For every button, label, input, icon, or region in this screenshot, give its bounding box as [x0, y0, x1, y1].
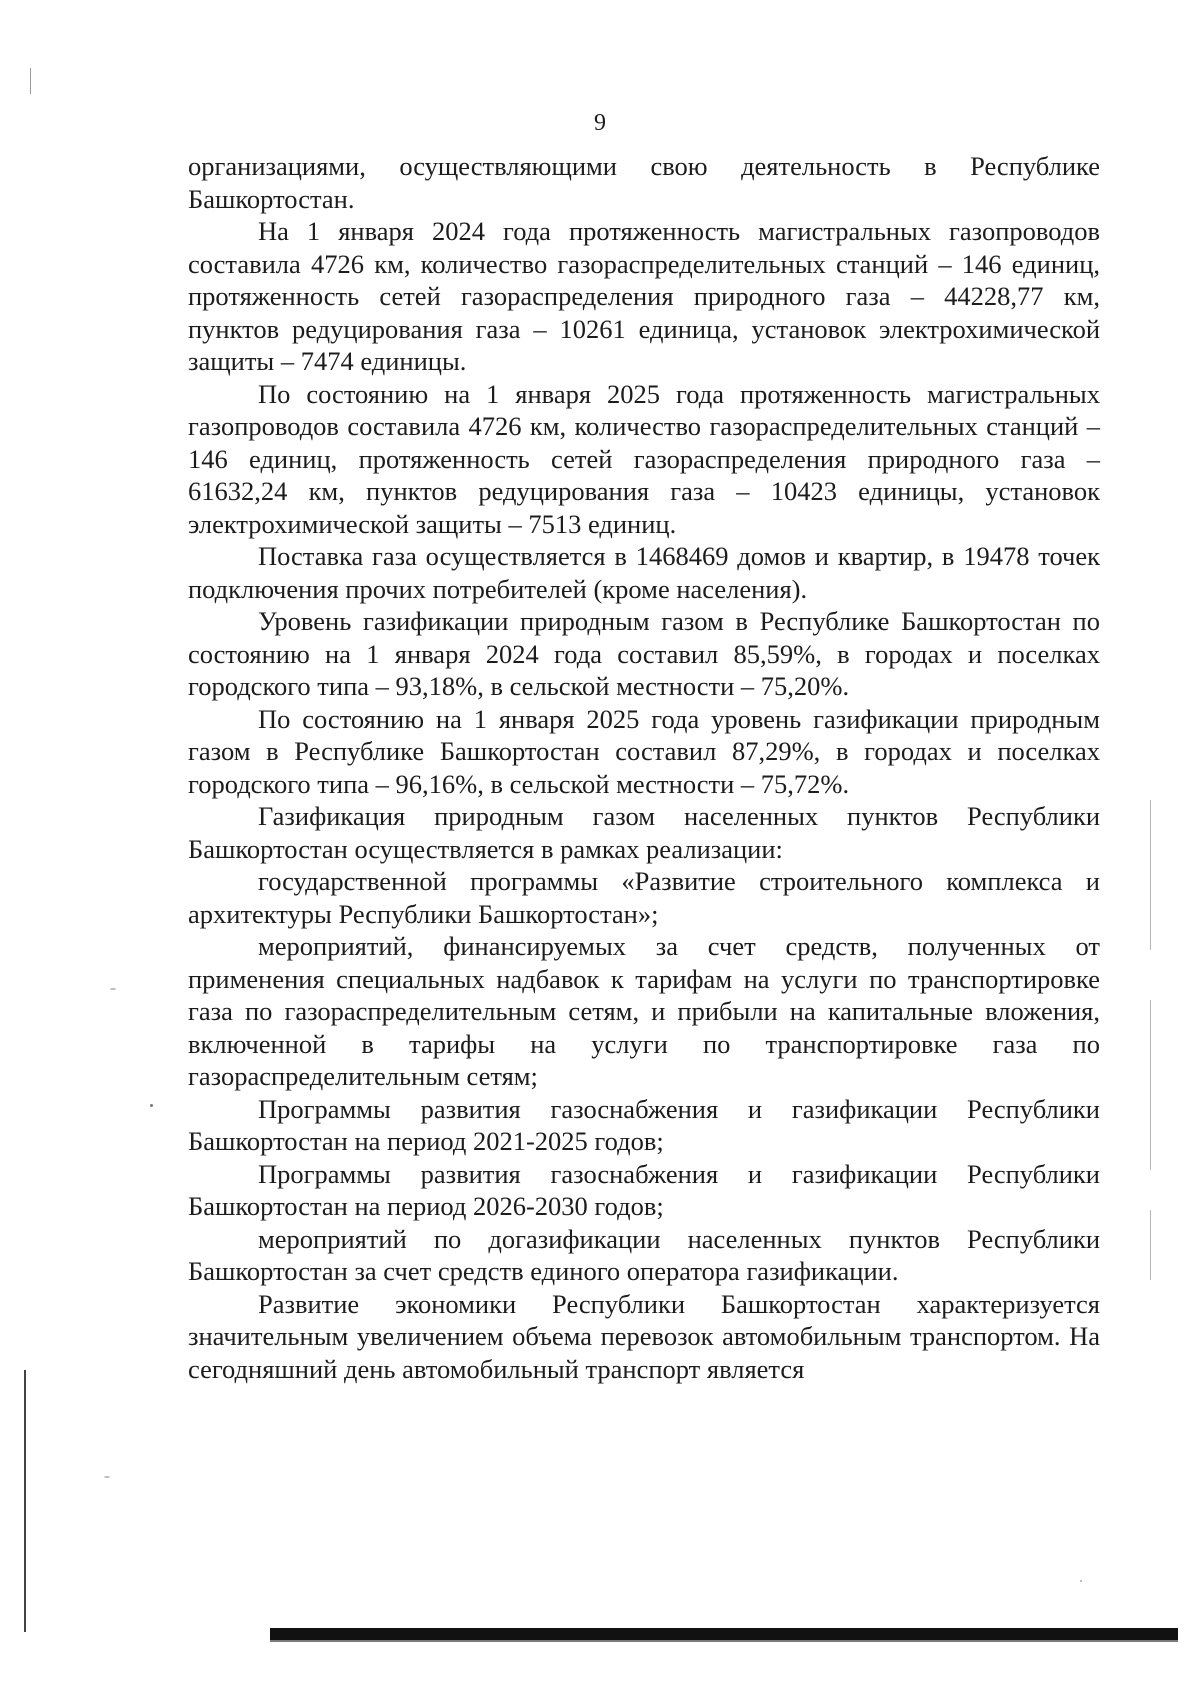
page-number: 9: [594, 110, 606, 136]
paragraph: Развитие экономики Республики Башкортостан характеризуется значительным увеличением объема перевозок автомобильным транспортом. На сегодняшний день автомобильный транспорт является: [188, 1288, 1100, 1384]
scan-edge-line: [1150, 1210, 1151, 1280]
scan-speck: [104, 1476, 110, 1478]
list-item: Программы развития газоснабжения и газификации Республики Башкортостан на период 2021-2025 годов;: [188, 1093, 1100, 1156]
scan-edge-line: [1150, 1000, 1151, 1170]
list-item: мероприятий, финансируемых за счет средств, полученных от применения специальных надбавок к тарифам на услуги по транспортировке газа по газораспределительным сетям, и прибыли на капитальные вложения, включенной в тарифы на услуги по транспортировке газа по газораспределительным сетям;: [188, 931, 1100, 1091]
paragraph: По состоянию на 1 января 2025 года уровень газификации природным газом в Республике Башкортостан составил 87,29%, в городах и поселках городского типа – 96,16%, в сельской местности – 75,72%.: [188, 703, 1100, 799]
paragraph: организациями, осуществляющими свою деятельность в Республике Башкортостан.: [188, 151, 1100, 214]
paragraph: На 1 января 2024 года протяженность магистральных газопроводов составила 4726 км, количество газораспределительных станций – 146 единиц, протяженность сетей газораспределения природного газа – 44228,77 км, пунктов редуцирования газа – 10261 единица, установок электрохимической защиты – 7474 единицы.: [188, 216, 1100, 376]
scan-edge-line: [1150, 800, 1151, 950]
scan-speck: [1080, 1580, 1082, 1582]
scan-speck: [110, 988, 116, 990]
scan-edge-line: [24, 1370, 26, 1632]
paragraph: По состоянию на 1 января 2025 года протяженность магистральных газопроводов составила 4726 км, количество газораспределительных станций – 146 единиц, протяженность сетей газораспределения природного газа – 61632,24 км, пунктов редуцирования газа – 10423 единицы, установок электрохимической защиты – 7513 единиц.: [188, 378, 1100, 539]
paragraph: Поставка газа осуществляется в 1468469 домов и квартир, в 19478 точек подключения прочих потребителей (кроме населения).: [188, 541, 1100, 604]
scan-mark: [30, 68, 31, 94]
list-item: мероприятий по догазификации населенных пунктов Республики Башкортостан за счет средств единого оператора газификации.: [188, 1223, 1100, 1286]
list-item: Программы развития газоснабжения и газификации Республики Башкортостан на период 2026-2030 годов;: [188, 1158, 1100, 1221]
list-item: государственной программы «Развитие строительного комплекса и архитектуры Республики Башкортостан»;: [188, 866, 1100, 929]
paragraph: Газификация природным газом населенных пунктов Республики Башкортостан осуществляется в рамках реализации:: [188, 801, 1100, 864]
scan-bottom-bar: [270, 1640, 1178, 1642]
document-body: [188, 150, 1100, 1385]
paragraph: Уровень газификации природным газом в Республике Башкортостан по состоянию на 1 января 2024 года составил 85,59%, в городах и поселках городского типа – 93,18%, в сельской местности – 75,20%.: [188, 606, 1100, 701]
scan-speck: [150, 1104, 153, 1107]
